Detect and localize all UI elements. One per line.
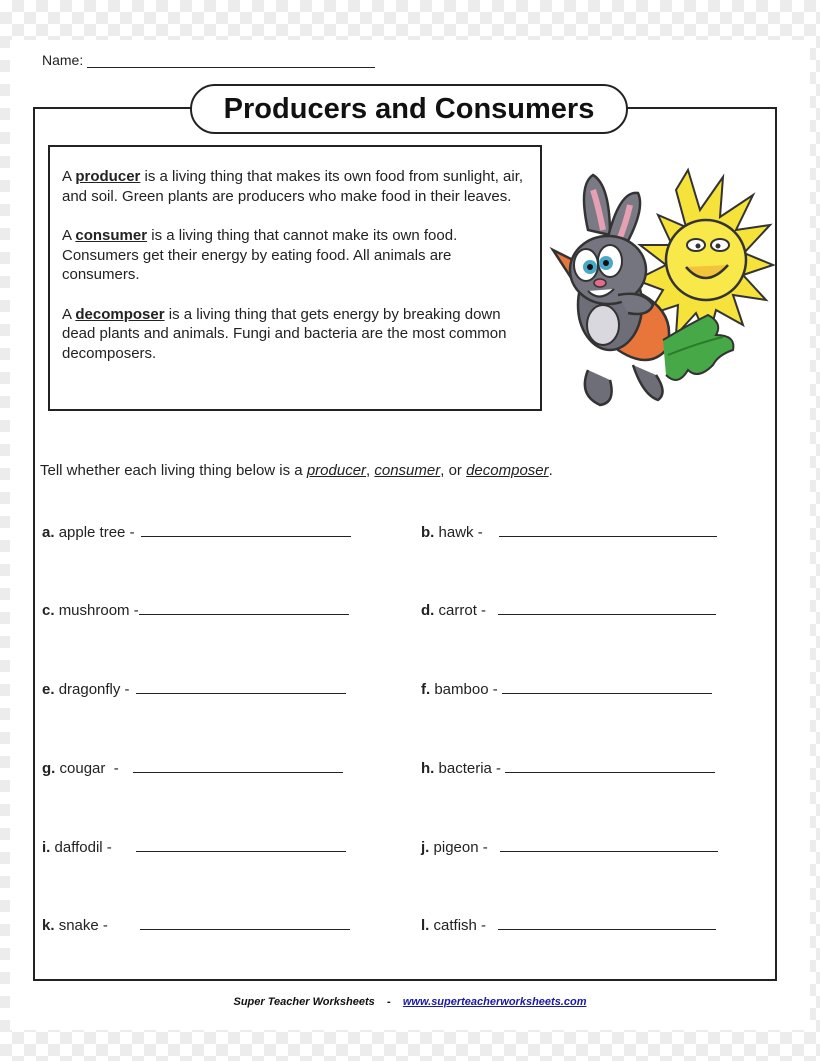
answer-blank-j[interactable] bbox=[500, 837, 718, 852]
option-consumer: consumer bbox=[374, 462, 441, 479]
answer-blank-c[interactable] bbox=[139, 600, 349, 615]
definition-consumer: A consumer is a living thing that cannot make its own food. Consumers get their energy by eating food. All animals are consumers. bbox=[62, 227, 458, 283]
answer-blank-i[interactable] bbox=[136, 837, 346, 852]
question-a: a. apple tree - bbox=[42, 522, 351, 541]
name-field[interactable] bbox=[87, 53, 375, 68]
footer-link[interactable]: www.superteacherworksheets.com bbox=[402, 996, 587, 1008]
answer-blank-e[interactable] bbox=[136, 679, 346, 694]
instructions: Tell whether each living thing below is a producer, consumer, or decomposer. bbox=[40, 462, 553, 479]
term-consumer: consumer bbox=[75, 227, 148, 244]
question-c: c. mushroom - bbox=[42, 600, 349, 619]
question-d: d. carrot - bbox=[421, 600, 716, 619]
term-decomposer: decomposer bbox=[75, 305, 165, 323]
footer-brand: Super Teacher Worksheets bbox=[233, 996, 375, 1008]
answer-blank-d[interactable] bbox=[498, 600, 716, 615]
option-decomposer: decomposer bbox=[466, 462, 549, 479]
answer-blank-l[interactable] bbox=[498, 915, 716, 930]
footer-separator: - bbox=[386, 996, 391, 1008]
question-g: g. cougar - bbox=[42, 758, 343, 777]
question-e: e. dragonfly - bbox=[42, 679, 346, 698]
answer-blank-g[interactable] bbox=[133, 758, 343, 773]
footer bbox=[0, 996, 820, 1008]
question-i: i. daffodil - bbox=[42, 837, 346, 856]
definitions-box bbox=[48, 145, 542, 411]
answer-blank-k[interactable] bbox=[140, 915, 350, 930]
page-title: Producers and Consumers bbox=[190, 84, 628, 134]
question-l: l. catfish - bbox=[421, 915, 716, 934]
question-f: f. bamboo - bbox=[421, 679, 712, 698]
name-row bbox=[42, 52, 375, 68]
rabbit-carrot-sun-illustration bbox=[548, 165, 776, 415]
answer-blank-b[interactable] bbox=[499, 522, 717, 537]
question-b: b. hawk - bbox=[421, 522, 717, 541]
question-k: k. snake - bbox=[42, 915, 350, 934]
definition-producer: A producer is a living thing that makes its own food from sunlight, air, and soil. Green plants are producers who make food in their leaves. bbox=[62, 168, 524, 205]
term-producer: producer bbox=[75, 168, 141, 185]
option-producer: producer bbox=[306, 462, 367, 479]
answer-blank-a[interactable] bbox=[141, 522, 351, 537]
answer-blank-f[interactable] bbox=[502, 679, 712, 694]
rabbit-icon bbox=[570, 175, 663, 405]
definition-decomposer: A decomposer is a living thing that gets energy by breaking down dead plants and animals. Fungi and bacteria are the most common decomposers. bbox=[62, 305, 507, 362]
name-label: Name: bbox=[42, 52, 84, 68]
answer-blank-h[interactable] bbox=[505, 758, 715, 773]
question-h: h. bacteria - bbox=[421, 758, 715, 777]
question-j: j. pigeon - bbox=[421, 837, 718, 856]
